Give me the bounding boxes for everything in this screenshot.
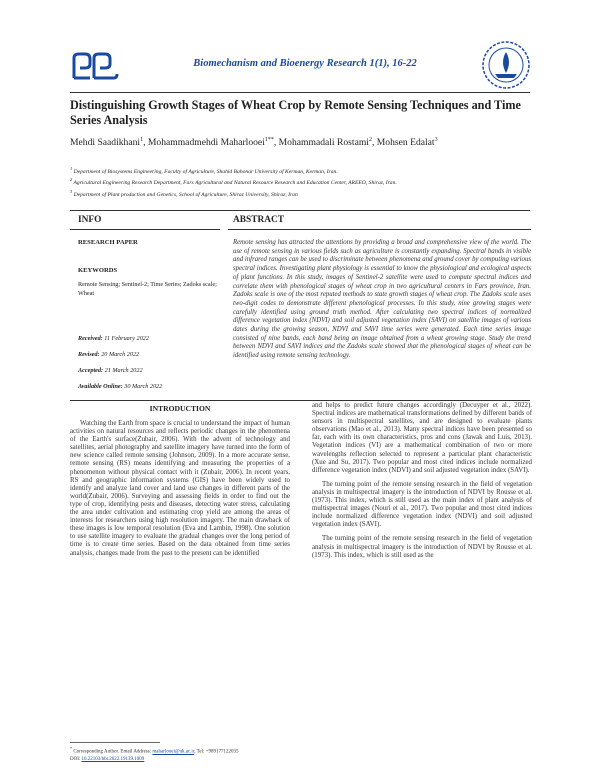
author-name: Mohammadali Rostami	[278, 137, 369, 149]
body-paragraph: and helps to predict future changes accordingly (Decuyper et al., 2022). Spectral indices are mathematical transformations defined by different bands of sensors in multispectral satellites, and are designed to evaluate plants observations (Mao et al., 2013). Many spectral indices have been presented so far, each with its own characteristics, pros and cons (Jawak and Luis, 2013). Vegetation indices (VI) are a mathematical combination of two or more wavelengths reflection selected to represent a particular plant characteristic (Xue and Su, 2017). Two popular and most cited indices include normalized difference vegetation index (NDVI) and soil adjusted vegetation index (SAVI).	[312, 402, 532, 474]
abstract-heading: ABSTRACT	[233, 215, 285, 225]
affiliation-line	[70, 165, 540, 176]
telephone: Tel: +989177122035	[196, 749, 239, 755]
affiliation-text: Department of Biosystems Engineering, Faculty of Agriculture, Shahid Bahonar University of Kerman, Kerman, Iran.	[73, 168, 338, 175]
author-name: Mohammadmehdi Maharlooei	[147, 137, 265, 149]
received-value: 11 February 2022	[104, 335, 149, 342]
body-paragraph: The turning point of the remote sensing research in the field of vegetation analysis in multispectral imagery is the introduction of NDVI by Rousse et al. (1973). This index, which is still used as the main index of plant analysis of multispectral images (Nouri et al., 2017). Two popular and most cited indices include normalized difference vegetation index (NDVI) and soil adjusted vegetation index (SAVI).	[312, 480, 532, 529]
author-name: Mohsen Edalat	[376, 137, 435, 149]
corresponding-label: Corresponding Author. Email Address:	[73, 749, 152, 755]
revised-value: 20 March 2022	[101, 351, 140, 358]
body-paragraph: The turning point of the remote sensing research in the field of vegetation analysis in multispectral imagery is the introduction of NDVI by Rousse et al. (1973). This index, which is still used as the	[312, 535, 532, 559]
revised-label: Revised:	[78, 351, 100, 358]
author-sup: 3	[434, 137, 438, 143]
header-rule	[70, 92, 530, 93]
author-list: Mehdi Saadikhani$^1$, Mohammadmehdi Maharlooei$^{1**}$, Mohammadali Rostami$^2$, Mohsen Edalat$^3$	[70, 137, 438, 149]
online-value: 30 March 2022	[124, 383, 163, 390]
abstract-text: Remote sensing has attracted the attentions by providing a broad and comprehensive view of the world. The use of remote sensing in various fields such as agriculture is constantly expanding. Spectral bands in visible and infrared ranges can be used to discriminate between phenomena and ground cover by computing various spectral indices. Investigating plant physiology is essential to know the physiological and ecological aspects of plant functions. In this study, images of Sentinel-2 satellite were used to compute spectral indices and correlate them with phenological stages of wheat crop in two agricultural centers in Fars province, Iran. Zadoks scale is one of the most reputed methods to state growth stages of wheat crop. The Zadoks scale uses two-digit codes to demonstrate different phenological processes. In this study, nine growing stages were carefully identified using ground truth method. After calculating two spectral indices of normalized difference vegetation index (NDVI) and soil adjusted vegetation index (SAVI) on satellite images of various dates during the growing season, NDVI and SAVI time series were generated. Each time series image consisted of nine bands, each band being an image obtained from a wheat growing stage. Study the trend between NDVI and SAVI indices and the Zadoks scale showed that the phenological stages of wheat can be identified using remote sensing technology.	[233, 239, 531, 360]
affiliation-sup: 3	[70, 188, 73, 194]
accepted-label: Accepted:	[78, 367, 104, 374]
affiliation-line	[70, 176, 540, 187]
university-emblem	[481, 40, 531, 90]
affiliation-text: Agricultural Engineering Research Department, Fars Agricultural and Natural Resource Research and Education Center, AREEO, Shiraz, Iran.	[73, 180, 397, 187]
accepted-date	[78, 367, 143, 374]
email-link[interactable]: maharlooei@uk.ac.ir	[152, 749, 195, 755]
keywords-heading: KEYWORDS	[78, 267, 118, 274]
body-paragraph: Watching the Earth from space is crucial to understand the impact of human activities on natural resources and reflects periodic changes in the phenomena of the Earth's surface(Zubair, 2006). With the advent of technology and satellites, aerial photography and satellite imagery have turned into the form of new science called remote sensing (Johnson, 2009). In a more accurate sense, remote sensing (RS) means identifying and measuring the properties of a phenomenon without physical contact with it (Zubair, 2006). In recent years, RS and geographic information systems (GIS) have been widely used to identify and analyze land cover and land use changes in different parts of the world(Zubair, 2006). Surveying and assessing fields in order to find out the type of crop, identifying pests and diseases, detecting water stress, calculating the area under cultivation and estimating crop yield are among the areas of interests for researchers using high resolution imagery. The main drawback of these images is low temporal resolution (Eva and Lambin, 1998). One solution to use satellite imagery to evaluate the gradual changes over the long period of time is to create time series. Based on the data obtained from time series analysis, changes made from the past to the present can be identified	[70, 420, 290, 557]
affiliation-line	[70, 188, 540, 199]
doi-label: DOI:	[70, 757, 81, 763]
author-sup: 1**	[264, 137, 274, 143]
doi-link[interactable]: 10.22103/bbr.2022.19139.1009	[81, 757, 145, 763]
author-sup: 1	[140, 137, 144, 143]
affiliation-text: Department of Plant production and Genetics, School of Agriculture, Shiraz University, Shiraz, Iran	[73, 191, 298, 198]
abstract-rule	[228, 229, 531, 230]
online-date	[78, 383, 162, 390]
paper-title: Distinguishing Growth Stages of Wheat Crop by Remote Sensing Techniques and Time Series Analysis	[70, 98, 521, 127]
affiliations	[70, 165, 540, 199]
introduction-left-column	[70, 420, 290, 558]
introduction-right-column	[312, 402, 532, 560]
abstract-bottom-rule	[70, 400, 530, 401]
corresponding-author: * Corresponding Author. Email Address: maharlooei@uk.ac.ir, Tel: +989177122035	[70, 746, 239, 755]
affiliation-sup: 1	[70, 166, 73, 171]
keywords-list: Remote Sensing; Sentinel-2; Time Series; Zadoks scale; Wheat	[78, 281, 217, 297]
footnote-marker: *	[70, 746, 73, 751]
paper-type: RESEARCH PAPER	[78, 239, 138, 246]
online-label: Available Online:	[78, 383, 123, 390]
affiliation-rule	[70, 210, 530, 211]
revised-date	[78, 351, 139, 358]
introduction-heading: INTRODUCTION	[149, 404, 211, 413]
accepted-value: 21 March 2022	[104, 367, 143, 374]
author-sup: 2	[368, 137, 372, 143]
footnote-rule	[70, 742, 160, 743]
journal-title: Biomechanism and Bioenergy Research 1(1), 16-22	[193, 58, 417, 69]
footnote	[70, 745, 320, 763]
received-date	[78, 335, 149, 342]
affiliation-sup: 2	[70, 177, 73, 183]
author-name: Mehdi Saadikhani	[70, 137, 141, 149]
journal-logo-left	[70, 50, 120, 84]
info-rule	[70, 229, 220, 230]
doi-line	[70, 756, 320, 763]
received-label: Received:	[78, 335, 103, 342]
info-heading: INFO	[78, 215, 102, 225]
